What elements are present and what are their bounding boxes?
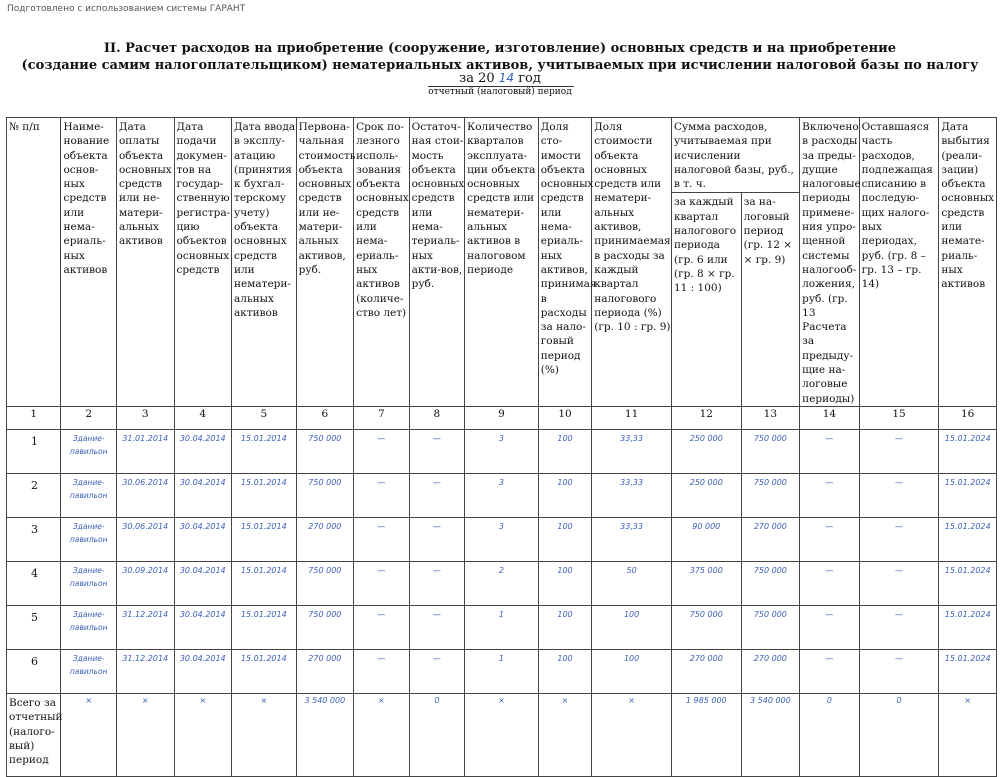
col-header-1: № п/п: [7, 118, 61, 407]
col-number: 3: [116, 406, 174, 429]
col-header-11: Доля стоимости объекта основных средств или нематери-альных активов, принимаемая в расходы за каждый квартал налогового периода (%) (гр. 10 : гр. 9): [592, 118, 672, 407]
total-disposal: ×: [939, 693, 997, 776]
cell-prev: —: [800, 429, 860, 473]
row-number: 5: [7, 605, 61, 649]
cell-per-quarter: 250 000: [671, 429, 741, 473]
row-number: 6: [7, 649, 61, 693]
col-header-2: Наиме-нование объекта основ-ных средств или нема-ериаль-ных активов: [61, 118, 117, 407]
cell-disposal: 15.01.2024: [939, 429, 997, 473]
col-header-5: Дата ввода в эксплу-атацию (принятия к бухгал-терскому учету) объекта основных средств или нематери-альных активов: [232, 118, 297, 407]
cell-per-quarter: 270 000: [671, 649, 741, 693]
col-number: 2: [61, 406, 117, 429]
period-year: 14: [498, 71, 515, 85]
row-number: 3: [7, 517, 61, 561]
table-row: [7, 473, 997, 517]
cell-initial-cost: 270 000: [296, 649, 354, 693]
cell-residual: —: [409, 605, 465, 649]
cell-per-period: 750 000: [741, 429, 800, 473]
row-number: 4: [7, 561, 61, 605]
cell-docs: 30.04.2014: [174, 605, 232, 649]
col-header-4: Дата подачи докумен-тов на государ-ственную регистра-цию объектов основных средств: [174, 118, 232, 407]
header-row: [7, 118, 997, 193]
cell-docs: 30.04.2014: [174, 649, 232, 693]
cell-commissioned: 15.01.2014: [232, 561, 297, 605]
cell-remaining: —: [859, 517, 939, 561]
col-header-8: Остаточ-ная стои-мость объекта основных средств или нема-териаль-ных акти-вов, руб.: [409, 118, 465, 407]
expense-table: [6, 117, 997, 777]
source-note: Подготовлено с использованием системы ГАРАНТ: [7, 4, 246, 14]
col-number: 1: [7, 406, 61, 429]
cell-quarters: 3: [465, 429, 539, 473]
cell-residual: —: [409, 561, 465, 605]
table-row: [7, 517, 997, 561]
cell-per-period: 750 000: [741, 473, 800, 517]
cell-remaining: —: [859, 649, 939, 693]
totals-row: [7, 693, 997, 776]
col-number: 10: [538, 406, 591, 429]
col-number: 6: [296, 406, 354, 429]
cell-quarters: 3: [465, 473, 539, 517]
reporting-period: [0, 71, 1000, 86]
cell-per-period: 270 000: [741, 649, 800, 693]
cell-docs: 30.04.2014: [174, 429, 232, 473]
cell-share-year: 100: [538, 473, 591, 517]
cell-paid: 30.06.2014: [116, 517, 174, 561]
cell-paid: 30.06.2014: [116, 473, 174, 517]
total-initial-cost: 3 540 000: [296, 693, 354, 776]
total-share-year: ×: [538, 693, 591, 776]
col-header-12: за каждый квартал налогового периода (гр. 6 или (гр. 8 × гр. 11 : 100): [671, 193, 741, 407]
cell-initial-cost: 750 000: [296, 605, 354, 649]
cell-share-quarter: 50: [592, 561, 672, 605]
cell-prev: —: [800, 517, 860, 561]
col-header-14: Включено в расходы за преды-дущие налоговые периоды примене-ния упро-щенной системы налогооб-ложения, руб. (гр. 13 Расчета за предыду-щие на-логовые периоды): [800, 118, 860, 407]
col-number: 5: [232, 406, 297, 429]
total-per-quarter: 1 985 000: [671, 693, 741, 776]
total-useful-life: ×: [354, 693, 410, 776]
cell-disposal: 15.01.2024: [939, 473, 997, 517]
total-commissioned: ×: [232, 693, 297, 776]
cell-name: Здание-павильон: [61, 649, 117, 693]
col-number: 4: [174, 406, 232, 429]
col-number: 14: [800, 406, 860, 429]
cell-initial-cost: 750 000: [296, 473, 354, 517]
row-number: 2: [7, 473, 61, 517]
table-row: [7, 605, 997, 649]
col-header-7: Срок по-лезного исполь-зования объекта основных средств или нема-ериаль-ных активов (количе-ство лет): [354, 118, 410, 407]
col-header-13: за на-логовый период (гр. 12 × × гр. 9): [741, 193, 800, 407]
cell-disposal: 15.01.2024: [939, 517, 997, 561]
cell-paid: 30.09.2014: [116, 561, 174, 605]
cell-residual: —: [409, 429, 465, 473]
row-number: 1: [7, 429, 61, 473]
cell-paid: 31.12.2014: [116, 649, 174, 693]
cell-useful-life: —: [354, 605, 410, 649]
title-line-1: II. Расчет расходов на приобретение (сооружение, изготовление) основных средств и на приобретение: [103, 41, 897, 56]
cell-commissioned: 15.01.2014: [232, 473, 297, 517]
document-title: [0, 40, 1000, 74]
cell-initial-cost: 750 000: [296, 429, 354, 473]
totals-label: Всего за отчетный (налого-вый) период: [7, 693, 61, 776]
cell-commissioned: 15.01.2014: [232, 605, 297, 649]
cell-disposal: 15.01.2024: [939, 561, 997, 605]
cell-paid: 31.12.2014: [116, 605, 174, 649]
cell-paid: 31.01.2014: [116, 429, 174, 473]
cell-initial-cost: 270 000: [296, 517, 354, 561]
table-row: [7, 649, 997, 693]
cell-remaining: —: [859, 605, 939, 649]
cell-residual: —: [409, 517, 465, 561]
cell-share-year: 100: [538, 561, 591, 605]
cell-name: Здание-павильон: [61, 473, 117, 517]
cell-prev: —: [800, 649, 860, 693]
col-number: 9: [465, 406, 539, 429]
cell-share-quarter: 33,33: [592, 517, 672, 561]
cell-share-quarter: 100: [592, 649, 672, 693]
total-paid: ×: [116, 693, 174, 776]
table-row: [7, 429, 997, 473]
total-name: ×: [61, 693, 117, 776]
cell-share-year: 100: [538, 429, 591, 473]
cell-per-quarter: 250 000: [671, 473, 741, 517]
cell-name: Здание-павильон: [61, 517, 117, 561]
cell-per-quarter: 375 000: [671, 561, 741, 605]
col-header-12-13-group: Сумма расходов, учитываемая при исчислении налоговой базы, руб., в т. ч.: [671, 118, 799, 193]
cell-quarters: 1: [465, 649, 539, 693]
total-per-period: 3 540 000: [741, 693, 800, 776]
cell-per-period: 750 000: [741, 561, 800, 605]
col-header-3: Дата оплаты объекта основных средств или не-матери-альных активов: [116, 118, 174, 407]
cell-per-period: 750 000: [741, 605, 800, 649]
table-row: [7, 561, 997, 605]
cell-share-year: 100: [538, 605, 591, 649]
cell-commissioned: 15.01.2014: [232, 649, 297, 693]
col-header-15: Оставшаяся часть расходов, подлежащая списанию в последую-щих налого-вых периодах, руб. (гр. 8 – гр. 13 – гр. 14): [859, 118, 939, 407]
col-number: 12: [671, 406, 741, 429]
col-header-6: Первона-чальная стоимость объекта основных средств или не-матери-альных активов, руб.: [296, 118, 354, 407]
cell-docs: 30.04.2014: [174, 561, 232, 605]
period-prefix: за 20: [459, 71, 495, 86]
cell-disposal: 15.01.2024: [939, 605, 997, 649]
cell-useful-life: —: [354, 649, 410, 693]
period-suffix: год: [518, 71, 541, 86]
col-header-16: Дата выбытия (реали-зации) объекта основных средств или немате-риаль-ных активов: [939, 118, 997, 407]
column-number-row: [7, 406, 997, 429]
title-line-2: (создание самим налогоплательщиком) нематериальных активов, учитываемых при исчислении налоговой базы по налогу: [21, 58, 979, 73]
cell-prev: —: [800, 561, 860, 605]
col-number: 13: [741, 406, 800, 429]
cell-share-year: 100: [538, 517, 591, 561]
cell-prev: —: [800, 605, 860, 649]
total-prev: 0: [800, 693, 860, 776]
col-number: 8: [409, 406, 465, 429]
cell-useful-life: —: [354, 429, 410, 473]
col-header-9: Количество кварталов эксплуата-ции объекта основных средств или нематери-альных активов в налоговом периоде: [465, 118, 539, 407]
col-number: 11: [592, 406, 672, 429]
cell-quarters: 1: [465, 605, 539, 649]
cell-docs: 30.04.2014: [174, 517, 232, 561]
cell-share-quarter: 100: [592, 605, 672, 649]
cell-name: Здание-павильон: [61, 429, 117, 473]
cell-share-quarter: 33,33: [592, 473, 672, 517]
total-share-quarter: ×: [592, 693, 672, 776]
period-caption: отчетный (налоговый) период: [428, 87, 572, 97]
cell-useful-life: —: [354, 561, 410, 605]
cell-quarters: 3: [465, 517, 539, 561]
cell-per-quarter: 750 000: [671, 605, 741, 649]
cell-useful-life: —: [354, 473, 410, 517]
cell-commissioned: 15.01.2014: [232, 429, 297, 473]
cell-per-quarter: 90 000: [671, 517, 741, 561]
total-quarters: ×: [465, 693, 539, 776]
cell-prev: —: [800, 473, 860, 517]
cell-residual: —: [409, 473, 465, 517]
cell-remaining: —: [859, 473, 939, 517]
cell-residual: —: [409, 649, 465, 693]
cell-initial-cost: 750 000: [296, 561, 354, 605]
cell-useful-life: —: [354, 517, 410, 561]
cell-remaining: —: [859, 561, 939, 605]
cell-disposal: 15.01.2024: [939, 649, 997, 693]
cell-share-year: 100: [538, 649, 591, 693]
cell-commissioned: 15.01.2014: [232, 517, 297, 561]
total-remaining: 0: [859, 693, 939, 776]
total-residual: 0: [409, 693, 465, 776]
col-header-10: Доля сто-имости объекта основных средств или нема-ериаль-ных активов, принимая в расходы за нало-говый период (%): [538, 118, 591, 407]
cell-docs: 30.04.2014: [174, 473, 232, 517]
cell-per-period: 270 000: [741, 517, 800, 561]
cell-quarters: 2: [465, 561, 539, 605]
col-number: 16: [939, 406, 997, 429]
cell-name: Здание-павильон: [61, 605, 117, 649]
total-docs: ×: [174, 693, 232, 776]
cell-remaining: —: [859, 429, 939, 473]
col-number: 15: [859, 406, 939, 429]
col-number: 7: [354, 406, 410, 429]
cell-share-quarter: 33,33: [592, 429, 672, 473]
cell-name: Здание-павильон: [61, 561, 117, 605]
